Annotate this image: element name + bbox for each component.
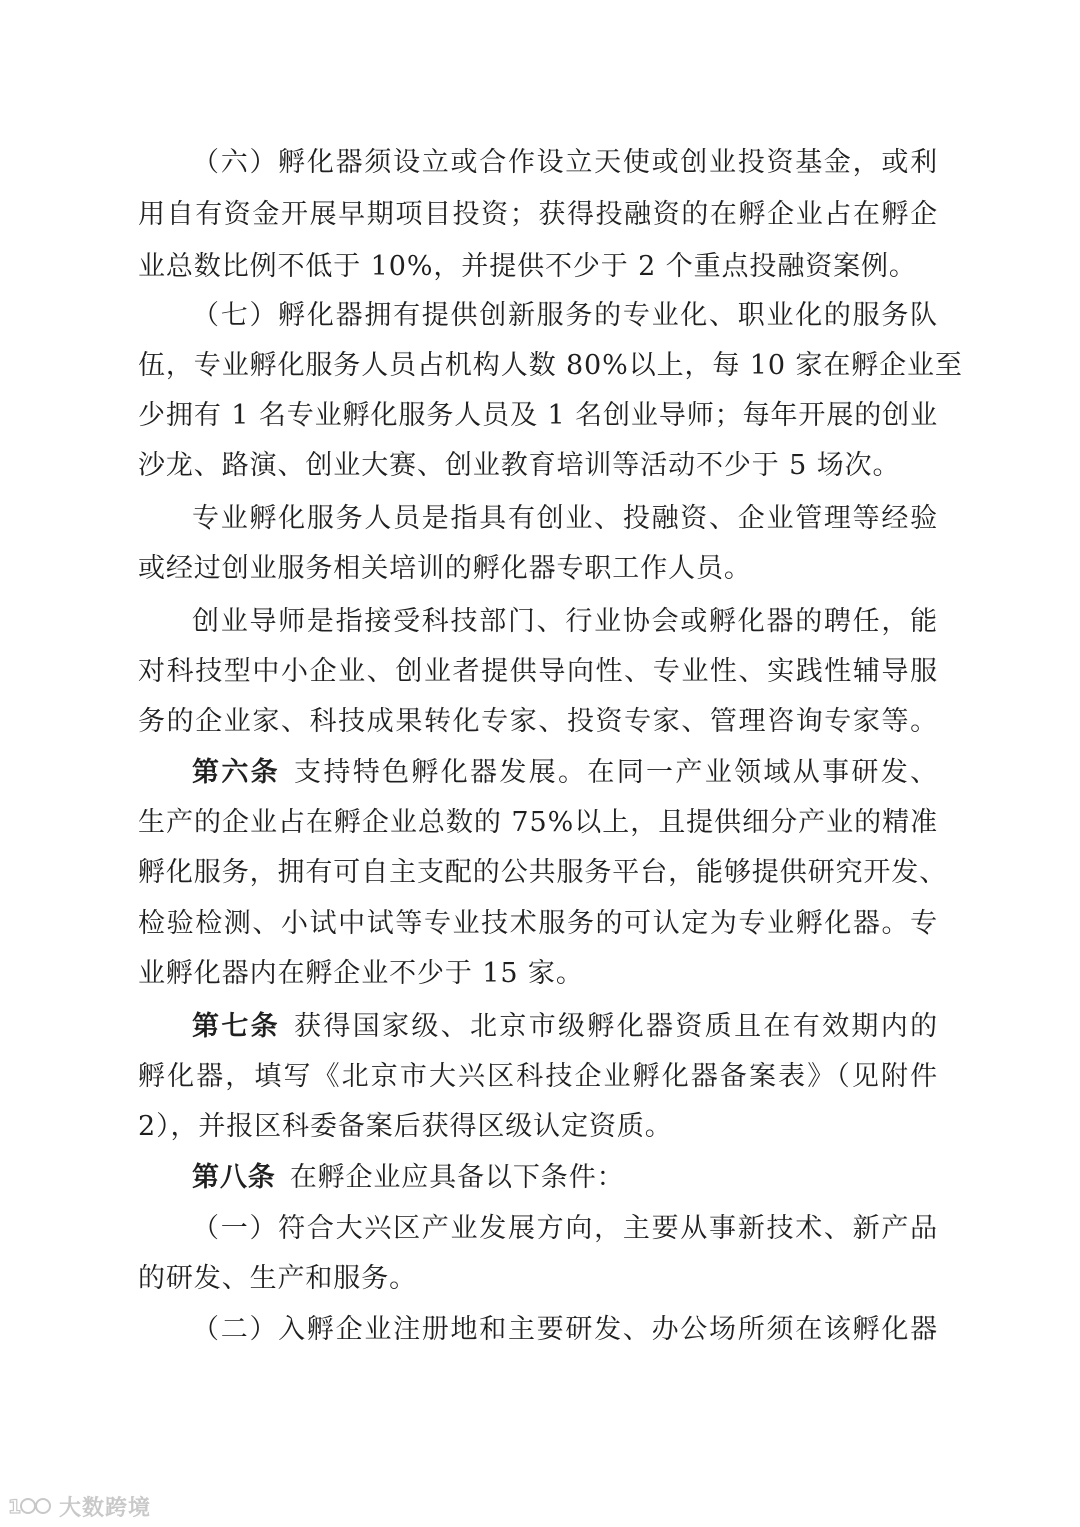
text-line: （一）符合大兴区产业发展方向，主要从事新技术、新产品 <box>192 1213 938 1244</box>
text-line: （六）孵化器须设立或合作设立天使或创业投资基金，或利 <box>192 147 938 178</box>
text-line: 的研发、生产和服务。 <box>138 1263 417 1294</box>
text-line: 少拥有 1 名专业孵化服务人员及 1 名创业导师；每年开展的创业 <box>138 400 938 431</box>
text-line: （七）孵化器拥有提供创新服务的专业化、职业化的服务队 <box>192 300 938 331</box>
article-8-label: 第八条 <box>192 1162 276 1193</box>
text-line: 业孵化器内在孵企业不少于 15 家。 <box>138 958 584 989</box>
text-line: 业总数比例不低于 10%，并提供不少于 2 个重点投融资案例。 <box>138 251 917 282</box>
text-line: 创业导师是指接受科技部门、行业协会或孵化器的聘任，能 <box>192 606 938 637</box>
watermark-text: 大数跨境 <box>59 1495 152 1521</box>
text-line: 孵化器，填写《北京市大兴区科技企业孵化器备案表》（见附件 <box>138 1061 938 1092</box>
text-line: 或经过创业服务相关培训的孵化器专职工作人员。 <box>138 553 752 584</box>
text-line: 伍，专业孵化服务人员占机构人数 80%以上，每 10 家在孵企业至 <box>138 350 963 381</box>
watermark <box>8 1491 151 1521</box>
watermark-logo-icon <box>8 1494 54 1518</box>
svg-text:1: 1 <box>8 1496 22 1518</box>
text-line: 用自有资金开展早期项目投资；获得投融资的在孵企业占在孵企 <box>138 199 938 230</box>
text-line: 孵化服务，拥有可自主支配的公共服务平台，能够提供研究开发、 <box>138 857 948 888</box>
text-line: 务的企业家、科技成果转化专家、投资专家、管理咨询专家等。 <box>138 706 938 737</box>
article-7-label: 第七条 <box>192 1011 281 1042</box>
text-line: 对科技型中小企业、创业者提供导向性、专业性、实践性辅导服 <box>138 656 938 687</box>
text-line: 检验检测、小试中试等专业技术服务的可认定为专业孵化器。专 <box>138 908 938 939</box>
text-line: 2），并报区科委备案后获得区级认定资质。 <box>138 1111 673 1142</box>
article-6-label: 第六条 <box>192 757 281 788</box>
text-line: （二）入孵企业注册地和主要研发、办公场所须在该孵化器 <box>192 1314 938 1345</box>
article-8-line: 第八条 在孵企业应具备以下条件： <box>192 1162 625 1193</box>
text-line: 专业孵化服务人员是指具有创业、投融资、企业管理等经验 <box>192 503 938 534</box>
text-line: 生产的企业占在孵企业总数的 75%以上，且提供细分产业的精准 <box>138 807 938 838</box>
article-6-line: 第六条 支持特色孵化器发展。在同一产业领域从事研发、 <box>192 757 938 788</box>
article-7-line: 第七条 获得国家级、北京市级孵化器资质且在有效期内的 <box>192 1011 938 1042</box>
text-line: 沙龙、路演、创业大赛、创业教育培训等活动不少于 5 场次。 <box>138 450 901 481</box>
